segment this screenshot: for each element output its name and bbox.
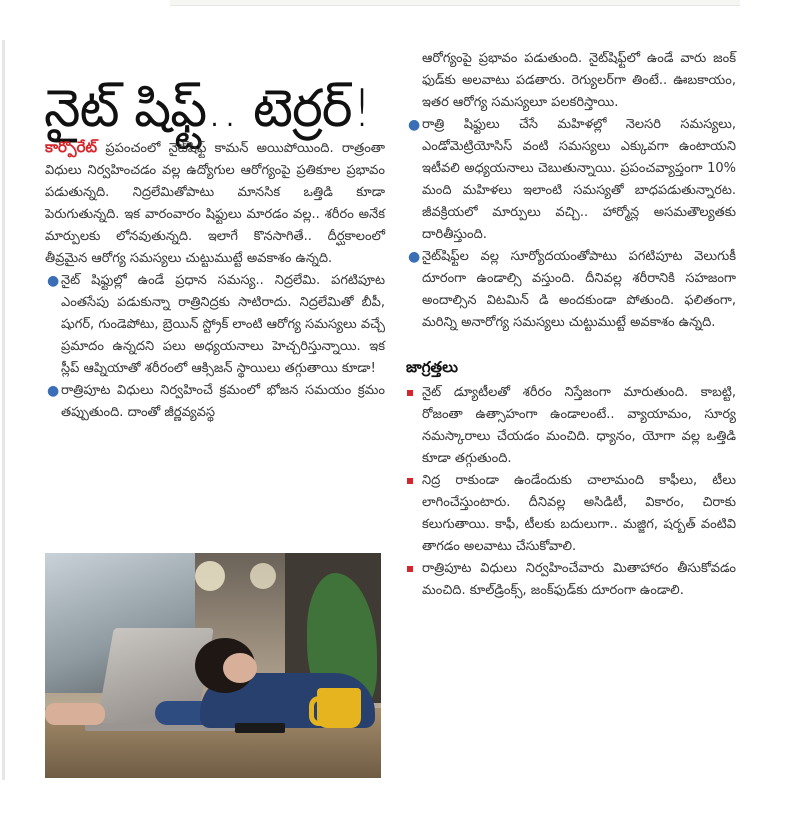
right-column — [406, 48, 736, 602]
phone-icon — [235, 723, 285, 733]
bullet-dot-icon: ● — [408, 117, 421, 133]
continued-paragraph: ఆరోగ్యంపై ప్రభావం పడుతుంది. నైట్‌షిఫ్ట్‌లో ఉండే వారు జంక్ ఫుడ్‌కు అలవాటు పడతారు. రెగ్యులర్‌గా తింటే.. ఊబకాయం, ఇతర ఆరోగ్య సమస్యలూ పలకరిస్తాయి. — [422, 51, 736, 110]
article-photo — [45, 553, 381, 778]
list-item — [45, 380, 385, 424]
bullet-text: రాత్రిపూట విధులు నిర్వహించే క్రమంలో భోజన సమయం క్రమం తప్పుతుంది. దాంతో జీర్ణవ్యవస్థ — [61, 383, 385, 420]
precautions-list — [406, 382, 736, 602]
bullet-dot-icon: ● — [408, 249, 421, 265]
square-bullet-icon — [407, 566, 413, 572]
bullet-text: నిద్ర రాకుండా ఉండేందుకు చాలామంది కాఫీలు, టీలు లాగించేస్తుంటారు. దీనివల్ల అసిడిటీ, వికారం, చిరాకు కలుగుతాయి. కాఫీ, టీలకు బదులుగా.. మజ్జిగ, షర్బత్ వంటివి తాగడం అలవాటు చేసుకోవాలి. — [422, 473, 736, 554]
right-bullet-list — [406, 114, 736, 334]
bullet-dot-icon: ● — [47, 383, 60, 399]
list-item — [406, 246, 736, 334]
article-title: నైట్ షిఫ్ట్.. టెర్రర్! — [44, 78, 372, 139]
left-bullet-list — [45, 270, 385, 424]
top-strip — [0, 0, 800, 8]
top-strip-bar — [170, 0, 740, 6]
square-bullet-icon — [407, 390, 413, 396]
precautions-heading: జాగ్రత్తలు — [406, 358, 458, 376]
list-item — [406, 558, 736, 602]
square-bullet-icon — [407, 478, 413, 484]
bullet-text: రాత్రి షిఫ్టులు చేసే మహిళల్లో నెలసరి సమస్యలు, ఎండోమెట్రియోసిస్ వంటి సమస్యలు ఎక్కువగా ఉంటాయని ఇటీవలి అధ్యయనాలు చెబుతున్నాయి. ప్రపంచవ్యాప్తంగా 10% మంది మహిళలు ఇలాంటి సమస్యతో బాధపడుతున్నారట. జీవక్రియలో మార్పులు వచ్చి.. హార్మోన్ల అసమతౌల్యతకు దారితీస్తుంది. — [422, 117, 736, 242]
bullet-dot-icon: ● — [47, 273, 60, 289]
photo-hand — [45, 703, 105, 725]
bullet-text: రాత్రిపూట విధులు నిర్వహించేవారు మితాహారం తీసుకోవడం మంచిది. కూల్‌డ్రింక్స్, జంక్‌ఫుడ్‌కు దూరంగా ఉండాలి. — [422, 561, 736, 598]
mug-icon — [317, 688, 361, 728]
left-column — [45, 136, 385, 424]
list-item — [406, 382, 736, 470]
bullet-text: నైట్‌షిఫ్ట్‌ల వల్ల సూర్యోదయంతోపాటు పగటిపూట వెలుగుకీ దూరంగా ఉండాల్సి వస్తుంది. దీనివల్ల శరీరానికి సహజంగా అందాల్సిన విటమిన్ డి అందకుండా పోతుంది. ఫలితంగా, మరిన్ని అనారోగ్య సమస్యలు చుట్టుముట్టే అవకాశం ఉన్నది. — [422, 249, 736, 330]
photo-lamp — [250, 563, 276, 589]
bullet-text: నైట్ షిఫ్టుల్లో ఉండే ప్రధాన సమస్య.. నిద్రలేమి. పగటిపూట ఎంతసేపు పడుకున్నా రాత్రినిద్రకు సాటిరాదు. నిద్రలేమితో బీపీ, షుగర్, గుండెపోటు, బ్రెయిన్ స్ట్రోక్ లాంటి ఆరోగ్య సమస్యలు వచ్చే ప్రమాదం ఉన్నదని పలు అధ్యయనాలు హెచ్చరిస్తున్నాయి. ఇక స్లీప్ ఆప్నియాతో శరీరంలో ఆక్సిజన్ స్థాయిలు తగ్గుతాయి కూడా! — [61, 273, 385, 376]
intro-text: ప్రపంచంలో నైట్‌షిఫ్ట్ కామన్ అయిపోయింది. రాత్రంతా విధులు నిర్వహించడం వల్ల ఉద్యోగుల ఆరోగ్యంపై ప్రతికూల ప్రభావం పడుతున్నది. నిద్రలేమితోపాటు మానసిక ఒత్తిడి కూడా పెరుగుతున్నది. ఇక వారంవారం షిఫ్టులు మారడం వల్ల.. శరీరం అనేక మార్పులకు లోనవుతున్నది. ఇలాగే కొనసాగితే.. దీర్ఘకాలంలో తీవ్రమైన ఆరోగ్య సమస్యలు చుట్టుముట్టే అవకాశం ఉన్నది. — [45, 141, 385, 266]
list-item — [45, 270, 385, 380]
list-item — [406, 114, 736, 246]
photo-person-face — [223, 653, 257, 683]
page-edge-rule — [2, 40, 5, 780]
list-item — [406, 470, 736, 558]
intro-paragraph — [45, 136, 385, 270]
lead-word: కార్పొరేట్ — [45, 138, 98, 156]
bullet-text: నైట్ డ్యూటీలతో శరీరం నిస్తేజంగా మారుతుంది. కాబట్టి, రోజంతా ఉత్సాహంగా ఉండాలంటే.. వ్యాయామం, సూర్య నమస్కారాలు చేయడం మంచిది. ధ్యానం, యోగా వల్ల ఒత్తిడి కూడా తగ్గుతుంది. — [422, 385, 736, 466]
photo-lamp — [195, 561, 225, 591]
